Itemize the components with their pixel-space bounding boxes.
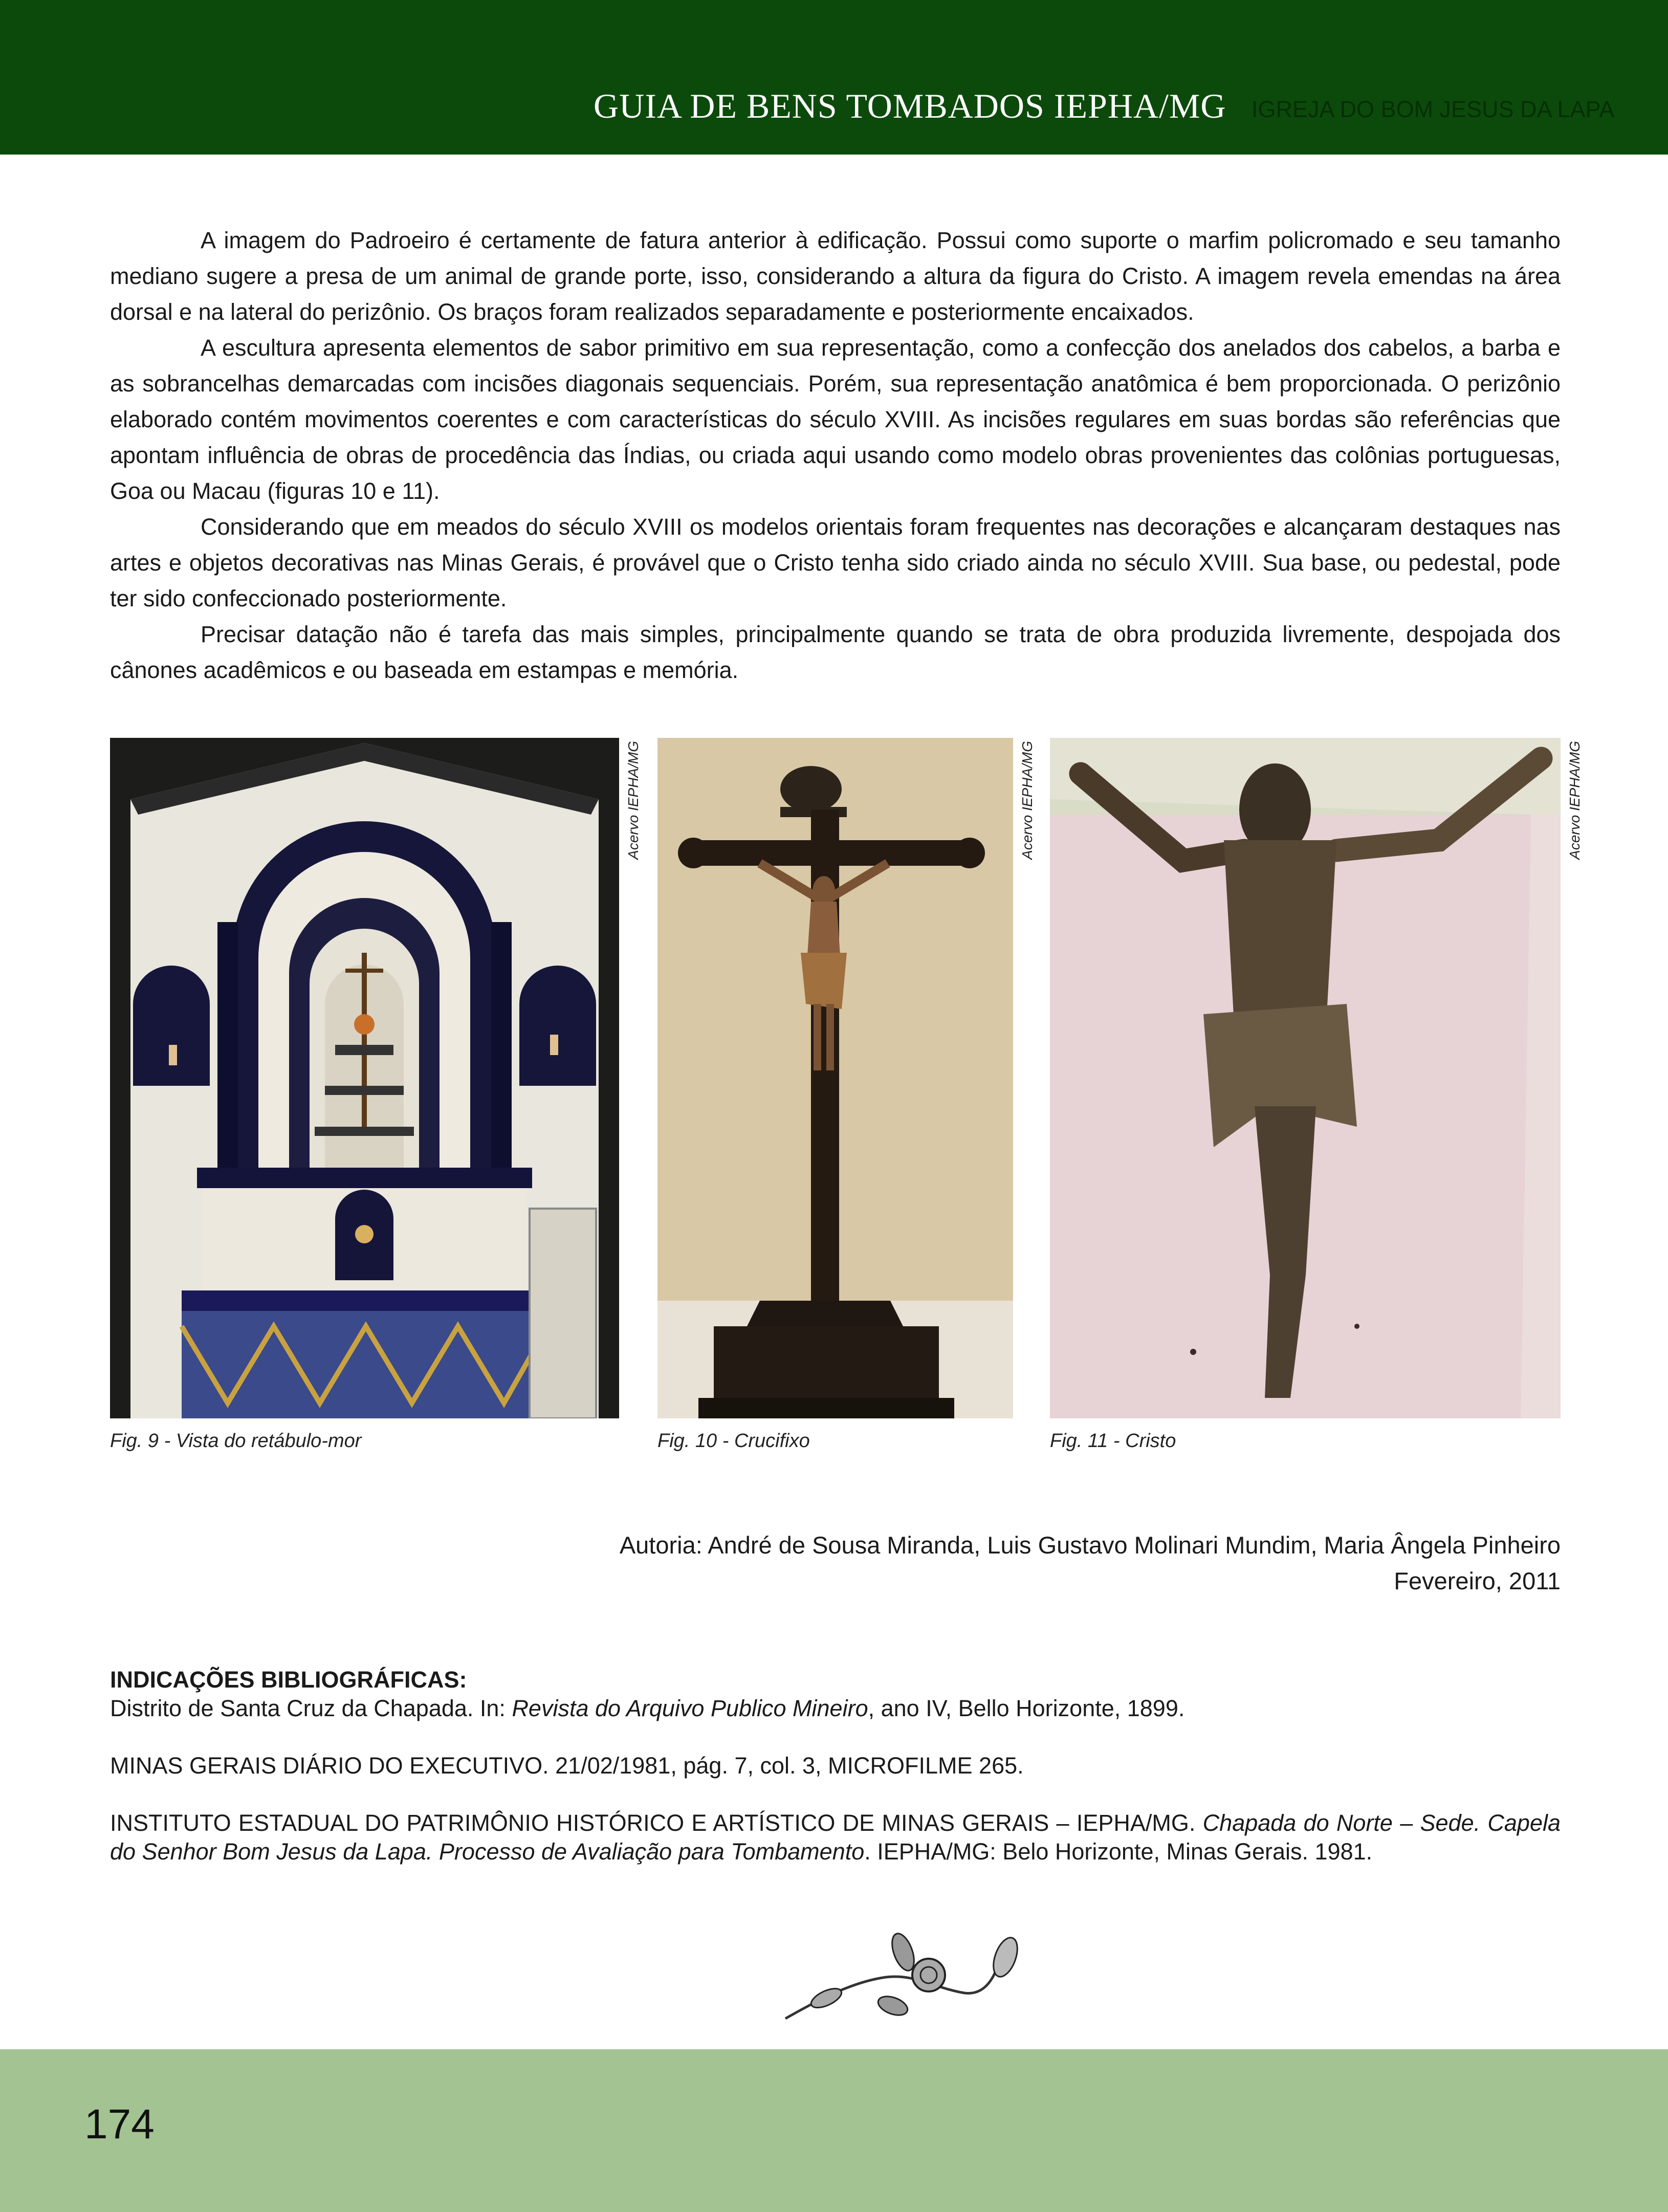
page-footer xyxy=(0,2049,1668,2212)
figure-caption: Fig. 10 - Crucifixo xyxy=(657,1430,810,1452)
rose-ornament-icon xyxy=(780,1921,1031,2031)
figure-caption: Fig. 11 - Cristo xyxy=(1050,1430,1176,1452)
paragraph: A escultura apresenta elementos de sabor primitivo em sua representação, como a confecção dos anelados dos cabelos, a barba e as sobrancelhas demarcadas com incisões diagonais sequenciais. Porém, sua representação anatômica é bem proporcionada. O perizônio elaborado contém movimentos coerentes e com características do século XVIII. As incisões regulares em suas bordas são referências que apontam influência de obras de procedência das Índias, ou criada aqui usando como modelo obras provenientes das colônias portuguesas, Goa ou Macau (figuras 10 e 11). xyxy=(110,335,1561,504)
ref-title: Revista do Arquivo Publico Mineiro xyxy=(512,1695,868,1721)
page-header xyxy=(0,0,1668,155)
ref-text: . IEPHA/MG: Belo Horizonte, Minas Gerais. 1981. xyxy=(864,1838,1373,1865)
paragraph: A imagem do Padroeiro é certamente de fatura anterior à edificação. Possui como suporte o marfim policromado e seu tamanho mediano sugere a presa de um animal de grande porte, isso, considerando a altura da figura do Cristo. A imagem revela emendas na área dorsal e na lateral do perizônio. Os braços foram realizados separadamente e posteriormente encaixados. xyxy=(110,227,1561,325)
figure-caption: Fig. 9 - Vista do retábulo-mor xyxy=(110,1430,362,1452)
authorship xyxy=(620,1527,1561,1599)
photo-credit: Acervo IEPHA/MG xyxy=(1567,741,1583,860)
body-text xyxy=(110,223,1561,688)
authors: Autoria: André de Sousa Miranda, Luis Gustavo Molinari Mundim, Maria Ângela Pinheiro xyxy=(619,1531,1561,1559)
paragraph: Precisar datação não é tarefa das mais simples, principalmente quando se trata de obra produzida livremente, despojada dos cânones acadêmicos e ou baseada em estampas e memória. xyxy=(110,621,1561,683)
bibliography-heading: INDICAÇÕES BIBLIOGRÁFICAS: xyxy=(110,1667,467,1693)
figure-crucifix-photo xyxy=(657,738,1013,1418)
authorship-date: Fevereiro, 2011 xyxy=(1394,1567,1561,1594)
altar-image xyxy=(110,738,619,1418)
bibliography-entry xyxy=(110,1694,1561,1723)
ref-text: , ano IV, Bello Horizonte, 1899. xyxy=(868,1695,1185,1721)
paragraph: Considerando que em meados do século XVIII os modelos orientais foram frequentes nas decorações e alcançaram destaques nas artes e objetos decorativas nas Minas Gerais, é provável que o Cristo tenha sido criado ainda no século XVIII. Sua base, ou pedestal, pode ter sido confeccionado posteriormente. xyxy=(110,514,1561,611)
photo-credit: Acervo IEPHA/MG xyxy=(1019,741,1035,860)
crucifix-image xyxy=(657,738,1013,1418)
photo-credit: Acervo IEPHA/MG xyxy=(625,741,641,860)
ref-text: INSTITUTO ESTADUAL DO PATRIMÔNIO HISTÓRICO E ARTÍSTICO DE MINAS GERAIS – IEPHA/MG. xyxy=(110,1810,1203,1836)
bibliography-entry: MINAS GERAIS DIÁRIO DO EXECUTIVO. 21/02/1981, pág. 7, col. 3, MICROFILME 265. xyxy=(110,1753,1024,1779)
guide-title: GUIA DE BENS TOMBADOS IEPHA/MG xyxy=(594,86,1226,125)
figure-christ-photo xyxy=(1050,738,1561,1418)
ref-text: Distrito de Santa Cruz da Chapada. In: xyxy=(110,1695,512,1721)
section-subtitle: IGREJA DO BOM JESUS DA LAPA xyxy=(1252,96,1615,122)
christ-image xyxy=(1050,738,1561,1418)
ref-title: Chapada do Norte – Sede. Capela do Senhor Bom Jesus da Lapa. Processo de Avaliação para Tombamento xyxy=(110,1810,1561,1865)
page-number: 174 xyxy=(84,2101,155,2148)
bibliography xyxy=(110,1666,1561,1895)
bibliography-entry xyxy=(110,1809,1561,1866)
figure-altar-photo xyxy=(110,738,619,1418)
